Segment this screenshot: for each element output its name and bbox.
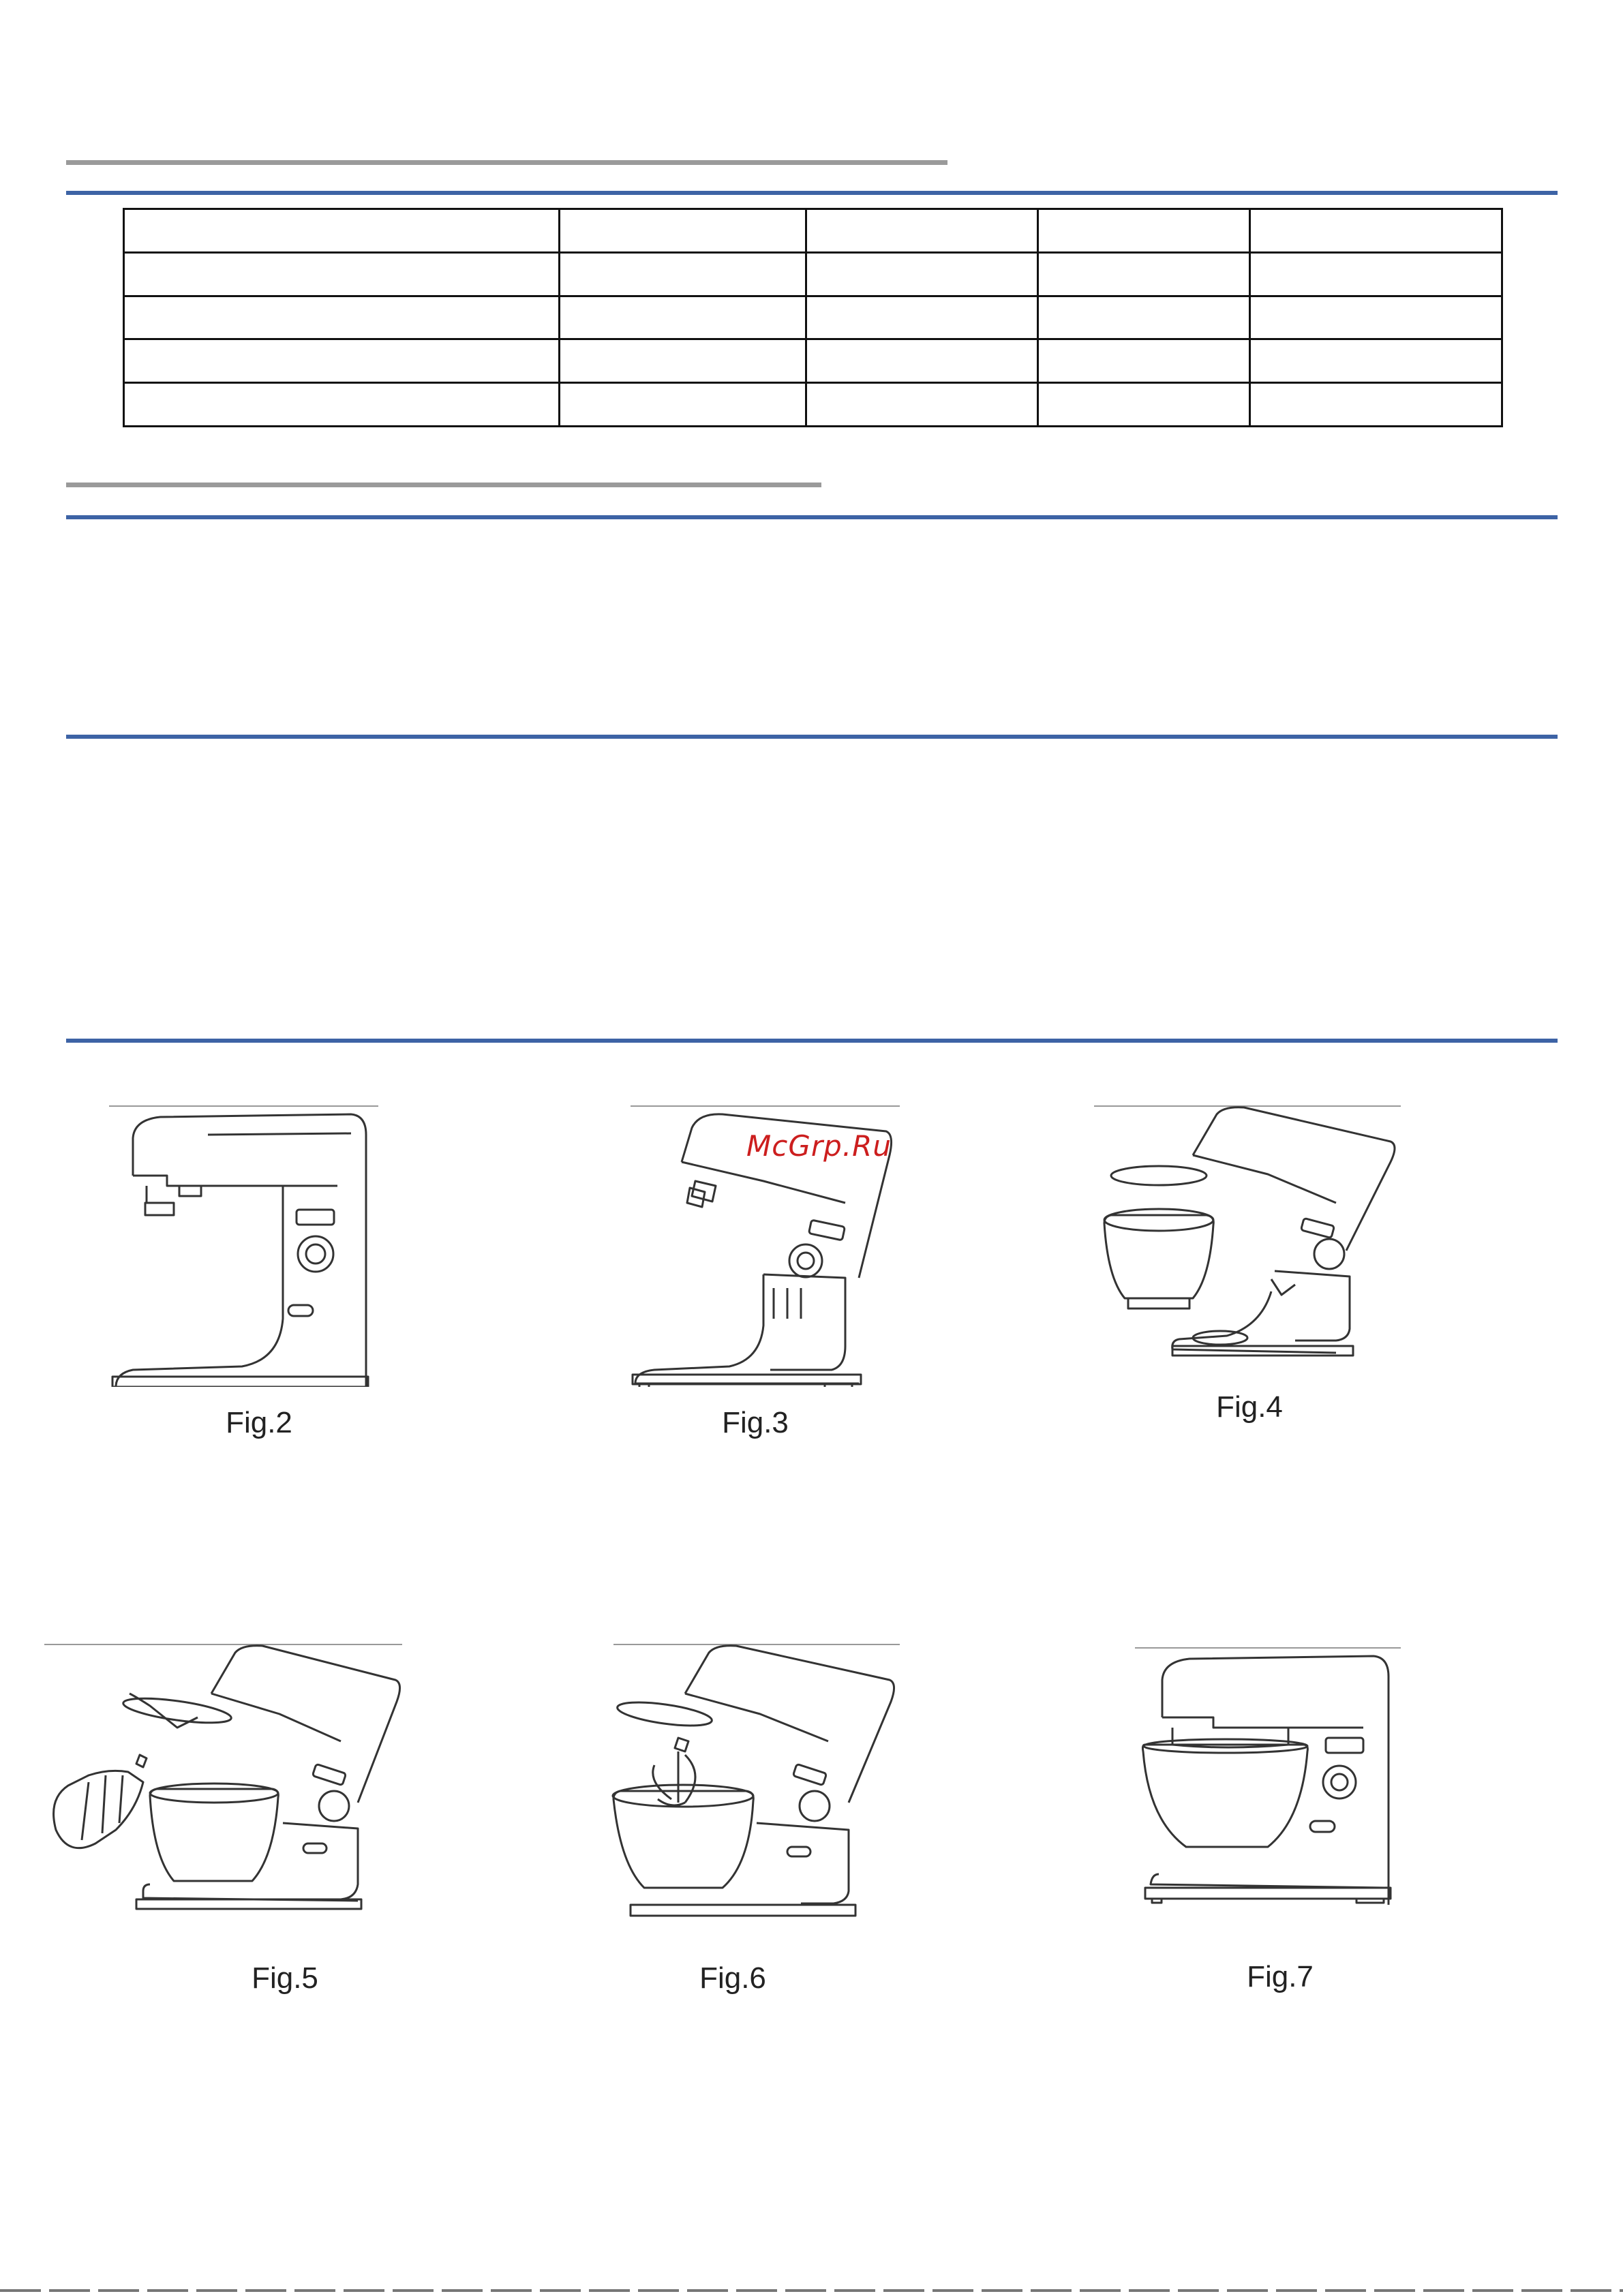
table-cell: [560, 383, 806, 427]
table-cell: [806, 296, 1038, 339]
table-cell: [124, 339, 560, 383]
figure-6: [610, 1639, 903, 1939]
table-cell: [124, 209, 560, 253]
mixer-illustration-assembled: [1132, 1642, 1404, 1915]
table-cell: [1038, 296, 1250, 339]
table-row: [124, 252, 1502, 296]
figure-3-caption: Fig.3: [722, 1406, 789, 1439]
mixer-illustration-beater-in-bowl: [610, 1639, 903, 1939]
page-bottom-edge: [0, 2289, 1623, 2292]
section-divider-1: [66, 191, 1558, 195]
section-divider-2: [66, 515, 1558, 519]
table-cell: [560, 252, 806, 296]
mixer-illustration-splash-guard: [41, 1639, 409, 1925]
section-divider-3: [66, 735, 1558, 739]
table-row: [124, 209, 1502, 253]
table-cell: [1250, 252, 1502, 296]
section-title-rule-1: [66, 160, 947, 165]
table-cell: [124, 296, 560, 339]
table-row: [124, 339, 1502, 383]
figure-2-caption: Fig.2: [226, 1406, 292, 1439]
table-cell: [124, 252, 560, 296]
table-cell: [1038, 209, 1250, 253]
watermark: McGrp.Ru: [746, 1129, 892, 1163]
table-cell: [806, 252, 1038, 296]
figure-4-caption: Fig.4: [1216, 1390, 1283, 1424]
figure-6-caption: Fig.6: [699, 1961, 766, 1995]
table-cell: [1038, 252, 1250, 296]
table-cell: [1038, 339, 1250, 383]
table-cell: [806, 383, 1038, 427]
table-cell: [560, 296, 806, 339]
figure-4: [1091, 1101, 1404, 1373]
table-cell: [1250, 209, 1502, 253]
figure-7: [1132, 1642, 1404, 1915]
figure-2: [106, 1101, 392, 1387]
section-divider-4: [66, 1039, 1558, 1043]
table-cell: [1250, 383, 1502, 427]
table-cell: [1250, 296, 1502, 339]
mixer-illustration-closed: [106, 1101, 392, 1387]
table-cell: [560, 339, 806, 383]
specification-table: [123, 208, 1503, 427]
table-cell: [560, 209, 806, 253]
figure-3: [627, 1101, 913, 1387]
table-cell: [1038, 383, 1250, 427]
table-cell: [806, 339, 1038, 383]
figure-5-caption: Fig.5: [252, 1961, 318, 1995]
table-row: [124, 383, 1502, 427]
table-cell: [806, 209, 1038, 253]
table-cell: [1250, 339, 1502, 383]
mixer-illustration-bowl-placement: [1091, 1101, 1404, 1373]
figure-5: [41, 1639, 409, 1925]
table-cell: [124, 383, 560, 427]
table-row: [124, 296, 1502, 339]
figure-7-caption: Fig.7: [1247, 1960, 1314, 1993]
section-title-rule-2: [66, 483, 821, 487]
